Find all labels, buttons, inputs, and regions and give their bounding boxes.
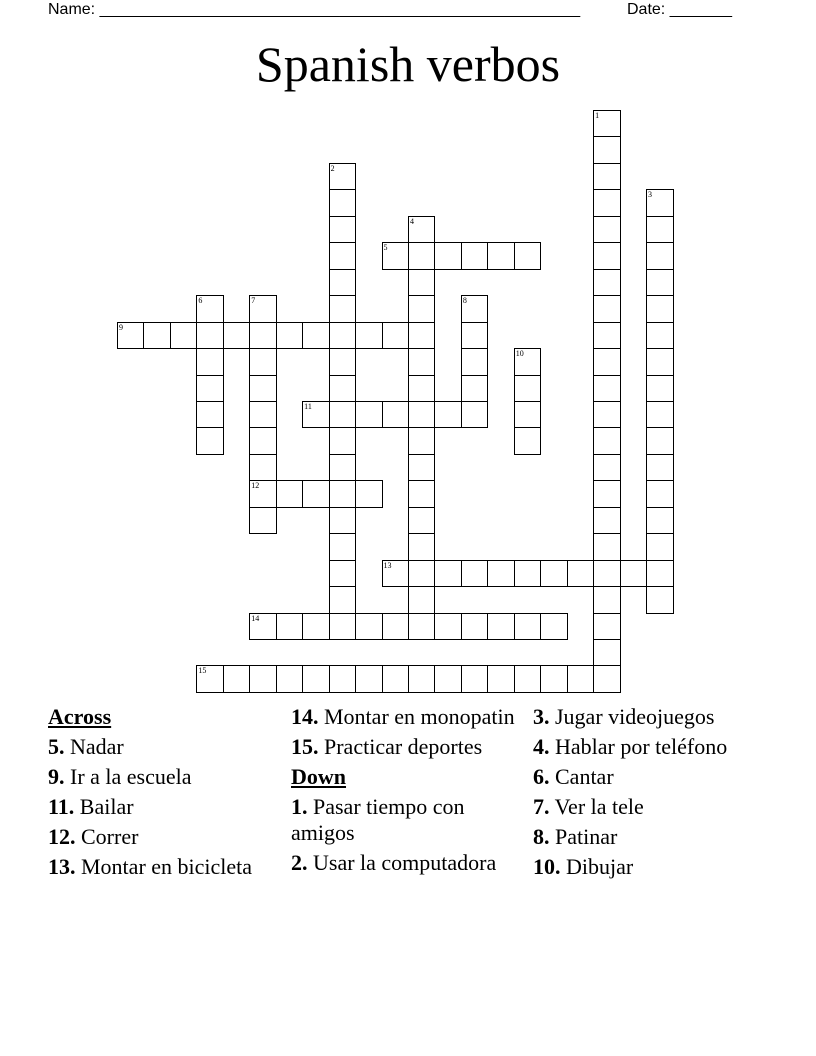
crossword-cell[interactable] <box>540 613 568 641</box>
crossword-cell[interactable] <box>461 348 489 376</box>
clue-number: 14. <box>291 704 319 729</box>
page-title: Spanish verbos <box>255 36 561 92</box>
crossword-cell[interactable] <box>329 507 357 535</box>
crossword-cell[interactable] <box>646 401 674 429</box>
crossword-cell[interactable] <box>329 560 357 588</box>
crossword-cell[interactable] <box>329 322 357 350</box>
clue-text: Hablar por teléfono <box>555 734 728 759</box>
crossword-cell[interactable] <box>408 401 436 429</box>
clue-number: 15. <box>291 734 319 759</box>
crossword-cell[interactable] <box>434 613 462 641</box>
crossword-cell[interactable] <box>514 348 542 376</box>
crossword-cell[interactable] <box>196 427 224 455</box>
clue-across-11 <box>48 794 288 820</box>
crossword-cell[interactable] <box>196 348 224 376</box>
clue-number: 6. <box>533 764 550 789</box>
clue-across-9 <box>48 764 288 790</box>
crossword-cell[interactable] <box>646 242 674 270</box>
clue-down-7 <box>533 794 773 820</box>
cell-number: 12 <box>251 481 260 491</box>
crossword-cell[interactable] <box>540 560 568 588</box>
crossword-cell[interactable] <box>223 322 251 350</box>
clue-text: Cantar <box>555 764 614 789</box>
crossword-cell[interactable] <box>329 533 357 561</box>
crossword-cell[interactable] <box>593 560 621 588</box>
crossword-cell[interactable] <box>593 454 621 482</box>
crossword-cell[interactable] <box>514 560 542 588</box>
clue-across-14 <box>291 704 531 730</box>
clue-text: Montar en monopatin <box>324 704 515 729</box>
crossword-cell[interactable] <box>461 613 489 641</box>
crossword-cell[interactable] <box>196 295 224 323</box>
cell-number: 1 <box>595 111 600 120</box>
clue-down-3 <box>533 704 773 730</box>
crossword-cell[interactable] <box>302 480 330 508</box>
crossword-cell[interactable] <box>593 110 621 138</box>
crossword-cell[interactable] <box>646 427 674 455</box>
crossword-cell[interactable] <box>593 665 621 693</box>
crossword-cell[interactable] <box>329 586 357 614</box>
crossword-cell[interactable] <box>593 401 621 429</box>
crossword-cell[interactable] <box>408 507 436 535</box>
crossword-cell[interactable] <box>355 401 383 429</box>
clue-number: 3. <box>533 704 550 729</box>
clue-number: 1. <box>291 794 308 819</box>
crossword-cell[interactable] <box>170 322 198 350</box>
crossword-cell[interactable] <box>117 322 145 350</box>
clue-down-1 <box>291 794 531 846</box>
crossword-cell[interactable] <box>329 480 357 508</box>
crossword-cell[interactable] <box>329 427 357 455</box>
crossword-cell[interactable] <box>593 348 621 376</box>
crossword-cell[interactable] <box>646 454 674 482</box>
crossword-cell[interactable] <box>249 613 277 641</box>
clues-column-2 <box>291 704 531 880</box>
crossword-cell[interactable] <box>461 242 489 270</box>
crossword-cell[interactable] <box>408 216 436 244</box>
crossword-cell[interactable] <box>249 348 277 376</box>
crossword-cell[interactable] <box>276 613 304 641</box>
crossword-cell[interactable] <box>408 533 436 561</box>
clue-number: 12. <box>48 824 76 849</box>
cell-number: 15 <box>198 666 207 676</box>
clue-down-10 <box>533 854 773 880</box>
crossword-cell[interactable] <box>620 560 648 588</box>
crossword-cell[interactable] <box>329 348 357 376</box>
crossword-cell[interactable] <box>434 401 462 429</box>
crossword-cell[interactable] <box>408 427 436 455</box>
cell-number: 2 <box>330 163 335 173</box>
crossword-cell[interactable] <box>461 665 489 693</box>
cell-number: 7 <box>251 296 256 306</box>
crossword-cell[interactable] <box>487 613 515 641</box>
crossword-cell[interactable] <box>593 295 621 323</box>
crossword-cell[interactable] <box>461 401 489 429</box>
crossword-cell[interactable] <box>223 665 251 693</box>
crossword-cell[interactable] <box>329 163 357 191</box>
crossword-cell[interactable] <box>408 295 436 323</box>
crossword-cell[interactable] <box>329 454 357 482</box>
crossword-cell[interactable] <box>593 216 621 244</box>
clue-text: Correr <box>81 824 139 849</box>
crossword-cell[interactable] <box>434 560 462 588</box>
crossword-cell[interactable] <box>302 613 330 641</box>
date-field[interactable]: Date: _______ <box>627 1 732 18</box>
clue-text: Bailar <box>79 794 134 819</box>
clue-down-2 <box>291 850 531 876</box>
crossword-cell[interactable] <box>461 295 489 323</box>
crossword-cell[interactable] <box>196 322 224 350</box>
crossword-cell[interactable] <box>196 665 224 693</box>
crossword-cell[interactable] <box>434 665 462 693</box>
crossword-cell[interactable] <box>249 480 277 508</box>
clue-number: 11. <box>48 794 75 819</box>
crossword-cell[interactable] <box>408 454 436 482</box>
crossword-cell[interactable] <box>514 613 542 641</box>
clue-number: 5. <box>48 734 65 759</box>
crossword-cell[interactable] <box>302 665 330 693</box>
crossword-cell[interactable] <box>646 189 674 217</box>
crossword-cell[interactable] <box>408 560 436 588</box>
crossword-cell[interactable] <box>249 322 277 350</box>
cell-number: 6 <box>198 296 203 306</box>
crossword-cell[interactable] <box>593 533 621 561</box>
crossword-cell[interactable] <box>382 613 410 641</box>
clue-across-5 <box>48 734 288 760</box>
crossword-cell[interactable] <box>593 480 621 508</box>
crossword-cell[interactable] <box>646 560 674 588</box>
crossword-cell[interactable] <box>646 295 674 323</box>
crossword-cell[interactable] <box>143 322 171 350</box>
crossword-cell[interactable] <box>593 189 621 217</box>
clues-column-3 <box>533 704 773 884</box>
crossword-cell[interactable] <box>514 401 542 429</box>
crossword-cell[interactable] <box>329 375 357 403</box>
clue-number: 7. <box>533 794 550 819</box>
crossword-cell[interactable] <box>461 322 489 350</box>
crossword-cell[interactable] <box>567 665 595 693</box>
clue-text: Jugar videojuegos <box>555 704 715 729</box>
clue-text: Ver la tele <box>554 794 644 819</box>
cell-number: 11 <box>304 401 312 411</box>
crossword-cell[interactable] <box>329 665 357 693</box>
crossword-cell[interactable] <box>408 375 436 403</box>
clue-text: Patinar <box>555 824 618 849</box>
crossword-cell[interactable] <box>276 480 304 508</box>
crossword-cell[interactable] <box>329 295 357 323</box>
crossword-cell[interactable] <box>276 665 304 693</box>
crossword-cell[interactable] <box>249 375 277 403</box>
crossword-cell[interactable] <box>646 533 674 561</box>
crossword-cell[interactable] <box>249 401 277 429</box>
crossword-cell[interactable] <box>382 242 410 270</box>
down-heading: Down <box>291 764 347 789</box>
crossword-cell[interactable] <box>329 613 357 641</box>
clue-across-13 <box>48 854 288 880</box>
cell-number: 13 <box>383 560 392 570</box>
crossword-cell[interactable] <box>514 242 542 270</box>
crossword-cell[interactable] <box>540 665 568 693</box>
crossword-cell[interactable] <box>329 269 357 297</box>
header <box>48 0 748 20</box>
crossword-cell[interactable] <box>514 375 542 403</box>
crossword-cell[interactable] <box>593 322 621 350</box>
clue-text: Nadar <box>70 734 124 759</box>
crossword-cell[interactable] <box>514 665 542 693</box>
crossword-cell[interactable] <box>302 322 330 350</box>
crossword-cell[interactable] <box>487 665 515 693</box>
crossword-cell[interactable] <box>593 375 621 403</box>
across-heading: Across <box>48 704 112 729</box>
clue-down-8 <box>533 824 773 850</box>
crossword-cell[interactable] <box>249 427 277 455</box>
crossword-cell[interactable] <box>646 507 674 535</box>
clue-text: Practicar deportes <box>324 734 483 759</box>
crossword-cell[interactable] <box>593 269 621 297</box>
crossword-cell[interactable] <box>355 322 383 350</box>
cell-number: 10 <box>515 349 524 359</box>
crossword-cell[interactable] <box>382 560 410 588</box>
clue-number: 9. <box>48 764 65 789</box>
crossword-cell[interactable] <box>408 613 436 641</box>
cell-number: 8 <box>462 296 467 306</box>
name-field[interactable]: Name: ______________________________________________________ <box>48 1 581 18</box>
crossword-cell[interactable] <box>408 480 436 508</box>
crossword-cell[interactable] <box>302 401 330 429</box>
crossword-cell[interactable] <box>646 375 674 403</box>
clues-column-1 <box>48 704 288 884</box>
crossword-cell[interactable] <box>329 242 357 270</box>
clue-text: Ir a la escuela <box>70 764 192 789</box>
crossword-cell[interactable] <box>593 136 621 164</box>
crossword-cell[interactable] <box>408 269 436 297</box>
crossword-cell[interactable] <box>593 242 621 270</box>
cell-number: 3 <box>648 190 652 200</box>
clue-down-6 <box>533 764 773 790</box>
clue-number: 13. <box>48 854 76 879</box>
crossword-cell[interactable] <box>461 560 489 588</box>
crossword-cell[interactable] <box>382 401 410 429</box>
crossword-cell[interactable] <box>567 560 595 588</box>
clue-number: 4. <box>533 734 550 759</box>
crossword-cell[interactable] <box>408 586 436 614</box>
crossword-cell[interactable] <box>593 163 621 191</box>
crossword-cell[interactable] <box>461 375 489 403</box>
crossword-cell[interactable] <box>249 665 277 693</box>
crossword-cell[interactable] <box>487 242 515 270</box>
crossword-cell[interactable] <box>355 665 383 693</box>
cell-number: 4 <box>409 216 414 226</box>
crossword-cell[interactable] <box>276 322 304 350</box>
crossword-cell[interactable] <box>408 348 436 376</box>
crossword-cell[interactable] <box>646 348 674 376</box>
crossword-cell[interactable] <box>408 322 436 350</box>
crossword-cell[interactable] <box>329 401 357 429</box>
clue-text: Montar en bicicleta <box>81 854 253 879</box>
crossword-cell[interactable] <box>593 613 621 641</box>
crossword-cell[interactable] <box>593 507 621 535</box>
clue-text: Usar la computadora <box>313 850 497 875</box>
clue-down-4 <box>533 734 773 760</box>
crossword-cell[interactable] <box>329 189 357 217</box>
crossword-cell[interactable] <box>646 269 674 297</box>
cell-number: 9 <box>119 322 123 332</box>
crossword-cell[interactable] <box>593 586 621 614</box>
cell-number: 14 <box>251 613 260 623</box>
crossword-cell[interactable] <box>382 665 410 693</box>
crossword-cell[interactable] <box>355 613 383 641</box>
crossword-cell[interactable] <box>196 375 224 403</box>
crossword-cell[interactable] <box>593 427 621 455</box>
clue-across-12 <box>48 824 288 850</box>
crossword-cell[interactable] <box>646 480 674 508</box>
crossword-cell[interactable] <box>646 216 674 244</box>
clue-across-15 <box>291 734 531 760</box>
crossword-cell[interactable] <box>646 322 674 350</box>
clue-number: 2. <box>291 850 308 875</box>
crossword-cell[interactable] <box>355 480 383 508</box>
crossword-cell[interactable] <box>646 586 674 614</box>
clue-number: 8. <box>533 824 550 849</box>
crossword-cell[interactable] <box>593 639 621 667</box>
crossword-cell[interactable] <box>487 560 515 588</box>
crossword-cell[interactable] <box>249 507 277 535</box>
crossword-cell[interactable] <box>329 216 357 244</box>
crossword-cell[interactable] <box>382 322 410 350</box>
crossword-cell[interactable] <box>196 401 224 429</box>
crossword-cell[interactable] <box>249 295 277 323</box>
clue-text: Pasar tiempo con amigos <box>291 794 465 845</box>
clue-number: 10. <box>533 854 561 879</box>
clue-text: Dibujar <box>566 854 634 879</box>
crossword-cell[interactable] <box>249 454 277 482</box>
crossword-cell[interactable] <box>434 242 462 270</box>
crossword-cell[interactable] <box>408 665 436 693</box>
crossword-cell[interactable] <box>514 427 542 455</box>
cell-number: 5 <box>383 243 388 253</box>
crossword-cell[interactable] <box>408 242 436 270</box>
